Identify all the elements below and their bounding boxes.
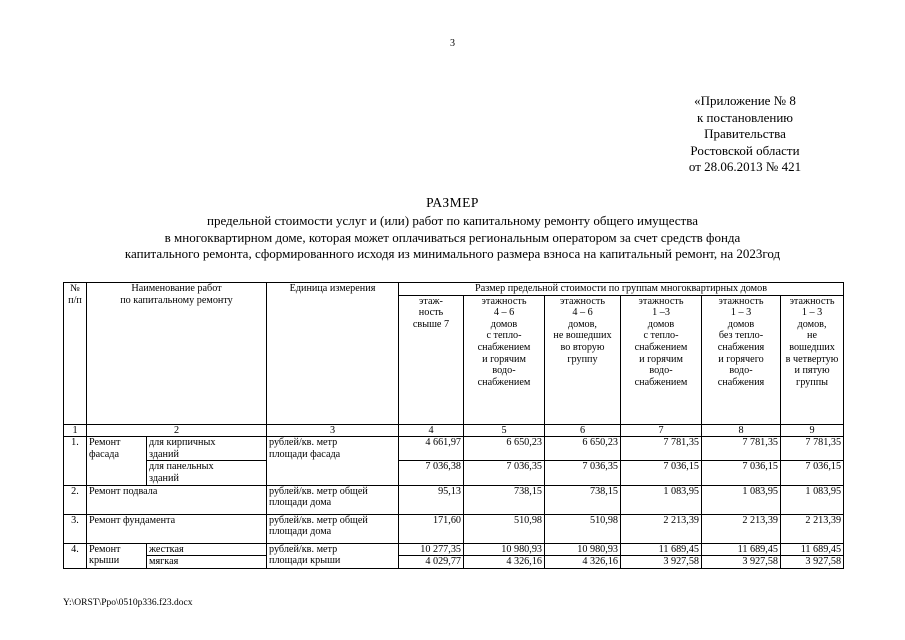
col-number: 6: [545, 424, 621, 437]
row-work-name: Ремонт крыши: [87, 543, 147, 568]
group-header-4: этажность 1 –3 домов с тепло- снабжением и горячим водо- снабжением: [621, 295, 702, 424]
table-row: [64, 556, 844, 569]
appendix-line: от 28.06.2013 № 421: [688, 159, 802, 175]
document-subtitle: [0, 213, 905, 263]
appendix-reference: [660, 93, 830, 176]
value-cell: 4 326,16: [464, 556, 545, 569]
value-cell: 3 927,58: [621, 556, 702, 569]
col-number: 5: [464, 424, 545, 437]
table-row: [64, 485, 844, 514]
value-cell: 7 781,35: [702, 437, 781, 461]
document-title: РАЗМЕР: [426, 195, 479, 210]
group-header-2: этажность 4 – 6 домов с тепло- снабжением и горячим водо- снабжением: [464, 295, 545, 424]
row-work-name: Ремонт подвала: [87, 485, 267, 514]
value-cell: 6 650,23: [545, 437, 621, 461]
group-header-3: этажность 4 – 6 домов, не вошедших во вторую группу: [545, 295, 621, 424]
value-cell: 10 277,35: [399, 543, 464, 556]
row-subtype: жесткая: [147, 543, 267, 556]
value-cell: 1 083,95: [781, 485, 844, 514]
value-cell: 510,98: [464, 514, 545, 543]
value-cell: 2 213,39: [621, 514, 702, 543]
value-cell: 2 213,39: [781, 514, 844, 543]
file-path-footer: Y:\ORST\Ppo\0510p336.f23.docx: [63, 598, 193, 608]
value-cell: 10 980,93: [464, 543, 545, 556]
page-number: 3: [450, 38, 455, 49]
appendix-line: «Приложение № 8: [694, 93, 796, 108]
value-cell: 7 036,15: [702, 461, 781, 485]
table-row: [64, 514, 844, 543]
row-subtype: мягкая: [147, 556, 267, 569]
row-unit: рублей/кв. метр площади крыши: [267, 543, 399, 568]
value-cell: 7 036,38: [399, 461, 464, 485]
row-num: 4.: [64, 543, 87, 568]
col-number: 8: [702, 424, 781, 437]
table-row: [64, 543, 844, 556]
value-cell: 7 036,35: [545, 461, 621, 485]
value-cell: 6 650,23: [464, 437, 545, 461]
row-unit: рублей/кв. метр общей площади дома: [267, 485, 399, 514]
row-work-name: Ремонт фундамента: [87, 514, 267, 543]
subtitle-line: в многоквартирном доме, которая может оплачиваться региональным оператором за счет средств фонда: [164, 229, 741, 245]
col-number: 9: [781, 424, 844, 437]
value-cell: 7 036,15: [621, 461, 702, 485]
header-num: № п/п: [64, 283, 87, 425]
col-number: 7: [621, 424, 702, 437]
value-cell: 738,15: [545, 485, 621, 514]
appendix-line: Ростовской области: [690, 142, 800, 158]
value-cell: 3 927,58: [702, 556, 781, 569]
col-number: 1: [64, 424, 87, 437]
table-row: [64, 461, 844, 485]
appendix-line: к постановлению: [696, 109, 794, 125]
header-work-name: Наименование работ по капитальному ремонту: [87, 283, 267, 425]
cost-table: [63, 282, 844, 569]
value-cell: 738,15: [464, 485, 545, 514]
value-cell: 1 083,95: [621, 485, 702, 514]
row-unit: рублей/кв. метр площади фасада: [267, 437, 399, 485]
value-cell: 11 689,45: [781, 543, 844, 556]
group-header-6: этажность 1 – 3 домов, не вошедших в четвертую и пятую группы: [781, 295, 844, 424]
column-number-row: [64, 424, 844, 437]
col-number: 2: [87, 424, 267, 437]
value-cell: 4 029,77: [399, 556, 464, 569]
value-cell: 7 036,35: [464, 461, 545, 485]
value-cell: 4 661,97: [399, 437, 464, 461]
value-cell: 2 213,39: [702, 514, 781, 543]
appendix-line: Правительства: [704, 126, 786, 142]
row-subtype: для кирпичных зданий: [147, 437, 267, 461]
value-cell: 4 326,16: [545, 556, 621, 569]
row-num: 3.: [64, 514, 87, 543]
subtitle-line: предельной стоимости услуг и (или) работ по капитальному ремонту общего имущества: [207, 213, 698, 228]
header-unit: Единица измерения: [267, 283, 399, 425]
value-cell: 95,13: [399, 485, 464, 514]
group-header-5: этажность 1 – 3 домов без тепло- снабжения и горячего водо- снабжения: [702, 295, 781, 424]
value-cell: 7 781,35: [621, 437, 702, 461]
value-cell: 171,60: [399, 514, 464, 543]
group-header-1: этаж- ность свыше 7: [399, 295, 464, 424]
row-work-name: Ремонт фасада: [87, 437, 147, 485]
col-number: 4: [399, 424, 464, 437]
table-header-row: [64, 283, 844, 296]
row-num: 2.: [64, 485, 87, 514]
value-cell: 7 781,35: [781, 437, 844, 461]
subtitle-line: капитального ремонта, сформированного исходя из минимального размера взноса на капитальный ремонт, на 2023год: [124, 246, 781, 261]
value-cell: 7 036,15: [781, 461, 844, 485]
value-cell: 3 927,58: [781, 556, 844, 569]
value-cell: 11 689,45: [702, 543, 781, 556]
row-num: 1.: [64, 437, 87, 485]
row-subtype: для панельных зданий: [147, 461, 267, 485]
value-cell: 11 689,45: [621, 543, 702, 556]
value-cell: 1 083,95: [702, 485, 781, 514]
header-cost-groups: Размер предельной стоимости по группам многоквартирных домов: [399, 283, 844, 296]
value-cell: 10 980,93: [545, 543, 621, 556]
row-unit: рублей/кв. метр общей площади дома: [267, 514, 399, 543]
col-number: 3: [267, 424, 399, 437]
value-cell: 510,98: [545, 514, 621, 543]
table-row: [64, 437, 844, 461]
